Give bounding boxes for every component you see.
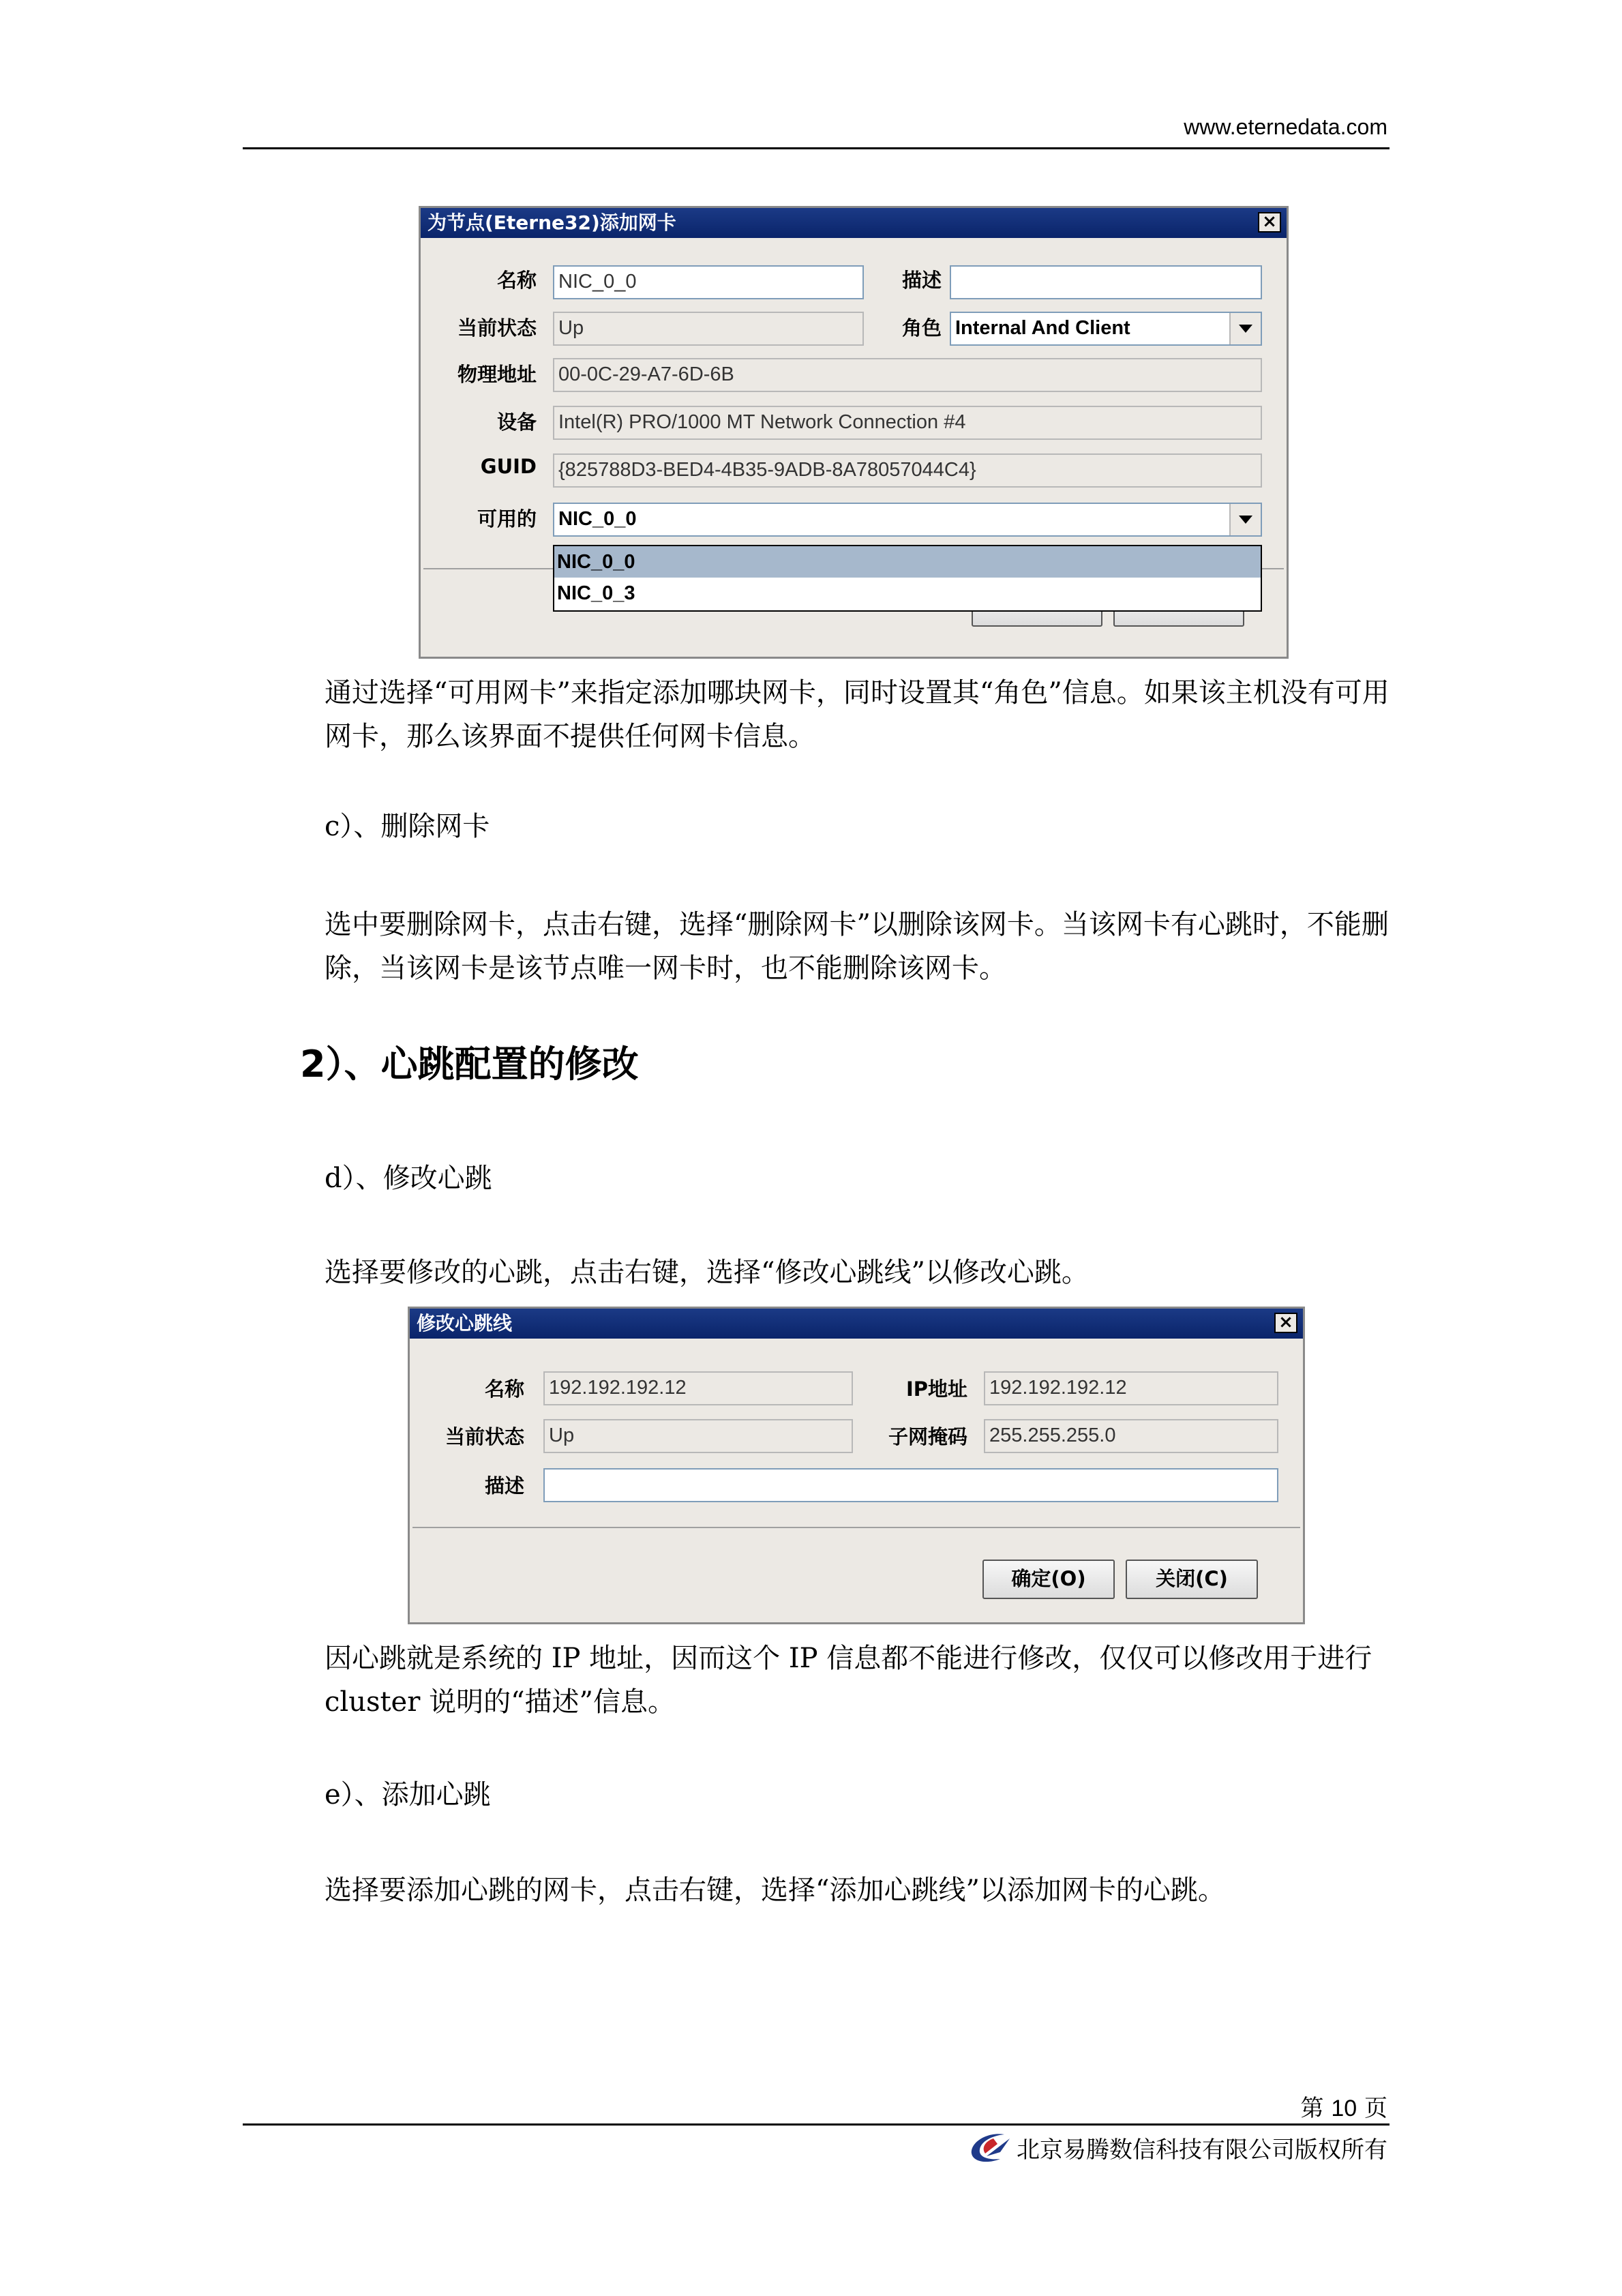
- add-nic-dialog: [419, 206, 1289, 659]
- header-rule: [243, 147, 1390, 149]
- paragraph: 因心跳就是系统的 IP 地址，因而这个 IP 信息都不能进行修改，仅仅可以修改用于进行 cluster 说明的“描述”信息。: [325, 1643, 1372, 1718]
- paragraph: 选中要删除网卡，点击右键，选择“删除网卡”以删除该网卡。当该网卡有心跳时，不能删除，当该网卡是该节点唯一网卡时，也不能删除该网卡。: [325, 909, 1389, 984]
- available-nic-select[interactable]: [553, 503, 1262, 537]
- mac-label: 物理地址: [457, 363, 537, 386]
- mac-field: 00-0C-29-A7-6D-6B: [553, 358, 1262, 392]
- role-value: Internal And Client: [955, 317, 1130, 339]
- page-number: 第 10 页: [1300, 2095, 1387, 2122]
- guid-label: GUID: [480, 455, 537, 478]
- section-heading: 2）、心跳配置的修改: [300, 1043, 639, 1086]
- modify-heartbeat-dialog: [408, 1307, 1305, 1624]
- dialog-title-bar: [421, 208, 1287, 238]
- chevron-down-icon[interactable]: [1229, 313, 1261, 344]
- dropdown-option[interactable]: NIC_0_0: [554, 546, 1261, 578]
- dialog-title-bar: [410, 1309, 1303, 1339]
- available-label: 可用的: [477, 507, 537, 531]
- mask-label: 子网掩码: [888, 1425, 967, 1448]
- subheading-d: d）、修改心跳: [325, 1163, 492, 1194]
- footer-rule: [243, 2123, 1390, 2126]
- page-number-value: 10: [1331, 2096, 1357, 2121]
- dialog-title: 修改心跳线: [417, 1312, 513, 1335]
- device-label: 设备: [496, 411, 537, 434]
- available-nic-value: NIC_0_0: [558, 508, 637, 530]
- chevron-down-icon[interactable]: [1229, 504, 1261, 535]
- subheading-c: c）、删除网卡: [325, 811, 490, 842]
- status-label: 当前状态: [445, 1425, 524, 1448]
- device-field: Intel(R) PRO/1000 MT Network Connection #4: [553, 406, 1262, 440]
- company-logo-icon: [966, 2129, 1014, 2166]
- status-field: Up: [543, 1419, 853, 1453]
- name-field: 192.192.192.12: [543, 1371, 853, 1405]
- ip-label: IP地址: [905, 1377, 967, 1401]
- header-url: www.eternedata.com: [1184, 115, 1387, 139]
- copyright-text: 北京易腾数信科技有限公司版权所有: [1017, 2136, 1387, 2164]
- ip-field: 192.192.192.12: [984, 1371, 1278, 1405]
- name-input[interactable]: NIC_0_0: [553, 265, 864, 299]
- paragraph: 通过选择“可用网卡”来指定添加哪块网卡，同时设置其“角色”信息。如果该主机没有可用网卡，那么该界面不提供任何网卡信息。: [325, 677, 1390, 752]
- desc-input[interactable]: [543, 1468, 1278, 1502]
- dropdown-option[interactable]: NIC_0_3: [557, 582, 635, 604]
- dialog-separator: [412, 1527, 1300, 1528]
- desc-label: 描述: [484, 1474, 524, 1497]
- subheading-e: e）、添加心跳: [325, 1779, 491, 1810]
- ok-button[interactable]: 确定(O): [982, 1560, 1115, 1599]
- desc-input[interactable]: [950, 265, 1262, 299]
- close-icon[interactable]: ×: [1258, 212, 1281, 233]
- name-label: 名称: [496, 269, 537, 292]
- paragraph: 选择要修改的心跳，点击右键，选择“修改心跳线”以修改心跳。: [325, 1257, 1089, 1288]
- mask-field: 255.255.255.0: [984, 1419, 1278, 1453]
- dialog-title: 为节点(Eterne32)添加网卡: [427, 211, 676, 234]
- role-select[interactable]: [950, 312, 1262, 346]
- paragraph: 选择要添加心跳的网卡，点击右键，选择“添加心跳线”以添加网卡的心跳。: [325, 1875, 1225, 1906]
- close-icon[interactable]: ×: [1274, 1313, 1297, 1333]
- desc-label: 描述: [901, 269, 942, 292]
- close-button[interactable]: 关闭(C): [1126, 1560, 1258, 1599]
- role-label: 角色: [901, 316, 942, 340]
- available-nic-dropdown: [553, 545, 1262, 612]
- name-label: 名称: [484, 1377, 524, 1401]
- status-label: 当前状态: [457, 316, 537, 340]
- status-field: Up: [553, 312, 864, 346]
- copyright: [966, 2129, 1387, 2166]
- guid-field: {825788D3-BED4-4B35-9ADB-8A78057044C4}: [553, 453, 1262, 488]
